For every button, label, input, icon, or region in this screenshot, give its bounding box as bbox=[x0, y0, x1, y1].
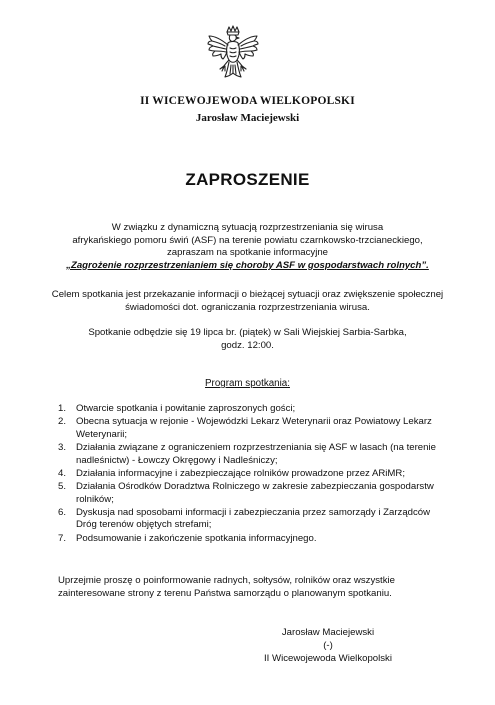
list-item-number: 7. bbox=[58, 532, 67, 544]
signature-block bbox=[248, 626, 408, 666]
list-item-text: Dyskusja nad sposobami informacji i zabezpieczania przez samorządy i Zarządców Dróg terenów objętych strefami; bbox=[76, 506, 431, 531]
office-header: II WICEWOJEWODA WIELKOPOLSKI bbox=[140, 95, 355, 107]
list-item-number: 3. bbox=[58, 441, 67, 453]
signature-mark: (-) bbox=[323, 640, 333, 652]
program-list bbox=[58, 403, 448, 546]
intro-line-1: W związku z dynamiczną sytuacją rozprzestrzeniania się wirusa bbox=[111, 222, 384, 233]
program-heading: Program spotkania: bbox=[205, 378, 290, 389]
list-item bbox=[58, 403, 448, 416]
list-item-text: Działania informacyjne i zabezpieczające rolników prowadzone przez ARiMR; bbox=[76, 467, 406, 479]
meeting-topic: „Zagrożenie rozprzestrzenianiem się choroby ASF w gospodarstwach rolnych”. bbox=[66, 259, 429, 271]
list-item-text: Otwarcie spotkania i powitanie zaproszonych gości; bbox=[76, 403, 296, 414]
signature-name: Jarosław Maciejewski bbox=[281, 627, 375, 638]
closing-paragraph: Uprzejmie proszę o poinformowanie radnych, sołtysów, rolników oraz wszystkie zainteresowane strony z terenu Państwa samorządu o planowanym spotkaniu. bbox=[58, 575, 395, 599]
purpose-line-2: świadomości dot. ograniczania rozprzestrzeniania wirusa. bbox=[125, 301, 370, 313]
list-item-number: 5. bbox=[58, 480, 67, 492]
list-item bbox=[58, 507, 448, 532]
list-item bbox=[58, 533, 448, 546]
official-name-header: Jarosław Maciejewski bbox=[195, 112, 300, 124]
purpose-line-1: Celem spotkania jest przekazanie informacji o bieżącej sytuacji oraz zwiększenie społecznej bbox=[51, 289, 444, 300]
list-item-number: 6. bbox=[58, 506, 67, 518]
list-item-number: 1. bbox=[58, 403, 67, 414]
meeting-line-2: godz. 12:00. bbox=[221, 339, 274, 351]
signature-position: II Wicewojewoda Wielkopolski bbox=[264, 653, 392, 665]
list-item bbox=[58, 442, 448, 467]
list-item bbox=[58, 481, 448, 506]
document-title: ZAPROSZENIE bbox=[185, 170, 310, 189]
list-item-number: 4. bbox=[58, 467, 67, 479]
list-item-text: Podsumowanie i zakończenie spotkania informacyjnego. bbox=[76, 532, 317, 544]
list-item-text: Działania Ośrodków Doradztwa Rolniczego w zakresie zabezpieczania gospodarstw rolników; bbox=[76, 480, 434, 505]
list-item bbox=[58, 416, 448, 441]
list-item-number: 2. bbox=[58, 416, 67, 428]
list-item bbox=[58, 468, 448, 481]
intro-line-3: zapraszam na spotkanie informacyjne bbox=[166, 247, 329, 259]
list-item-text: Działania związane z ograniczeniem rozprzestrzeniania się ASF w lasach (na terenie nadleśnictw) - Łowczy Okręgowy i Nadleśniczy; bbox=[76, 441, 436, 466]
meeting-details-paragraph bbox=[0, 327, 495, 352]
intro-line-2: afrykańskiego pomoru świń (ASF) na terenie powiatu czarnkowsko-trzcianeckiego, bbox=[72, 234, 423, 246]
list-item-text: Obecna sytuacja w rejonie - Wojewódzki Lekarz Weterynarii oraz Powiatowy Lekarz Weterynarii; bbox=[76, 416, 432, 440]
purpose-paragraph bbox=[0, 289, 495, 314]
intro-paragraph bbox=[0, 222, 495, 272]
polish-eagle-emblem-icon bbox=[203, 24, 263, 84]
meeting-line-1: Spotkanie odbędzie się 19 lipca br. (piątek) w Sali Wiejskiej Sarbia-Sarbka, bbox=[88, 327, 407, 338]
